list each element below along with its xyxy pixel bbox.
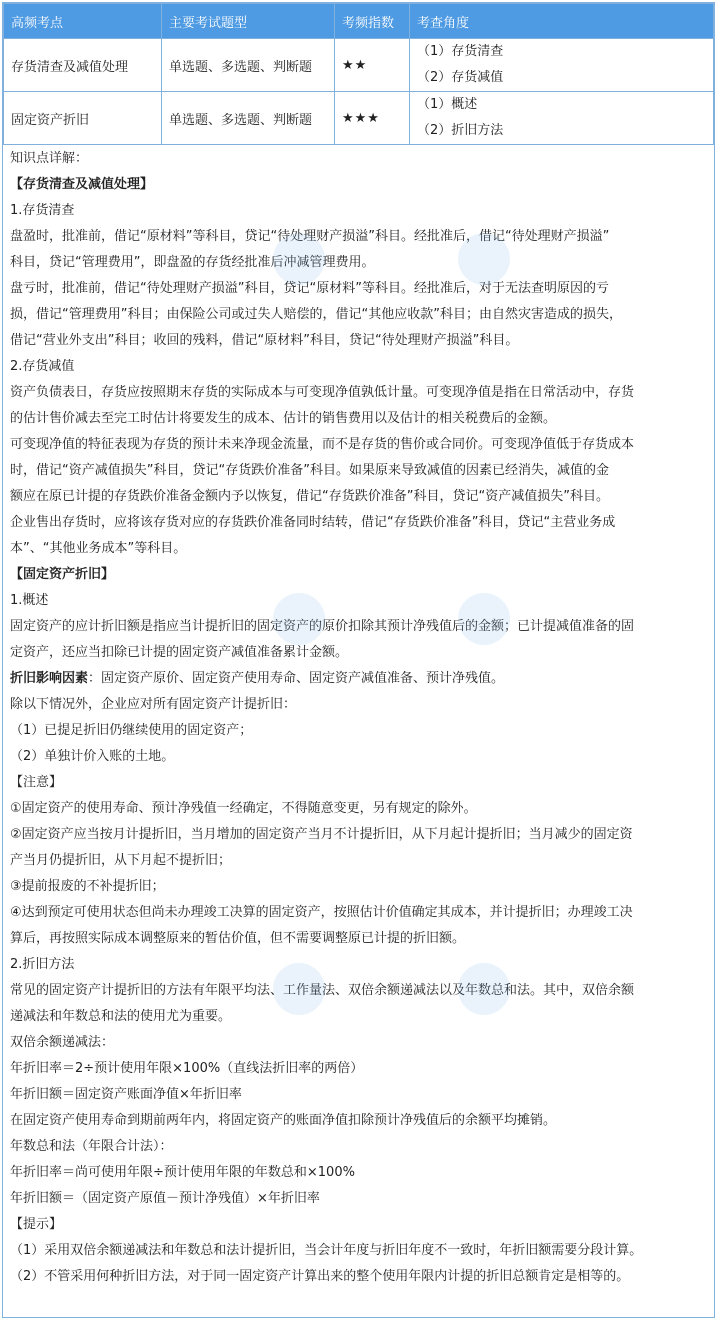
text-line: 常见的固定资产计提折旧的方法有年限平均法、工作量法、双倍余额递减法以及年数总和法。其中，双倍余额	[10, 983, 635, 998]
text-line: 可变现净值的特征表现为存货的预计未来净现金流量，而不是存货的售价或合同价。可变现净值低于存货成本	[10, 437, 635, 452]
text-line: 企业售出存货时，应将该存货对应的存货跌价准备同时结转，借记“存货跌价准备”科目，贷记“主营业务成	[10, 515, 616, 530]
table-header-row	[4, 4, 714, 39]
text-line: 1.概述	[10, 593, 49, 608]
text-line: 盘亏时，批准前，借记“待处理财产损溢”科目，贷记“原材料”等科目。经批准后，对于无法查明原因的亏	[10, 281, 609, 296]
header-question-types: 主要考试题型	[162, 4, 335, 39]
angle-line: （1）概述	[417, 97, 478, 112]
header-angle: 考查角度	[410, 4, 714, 39]
table-row	[4, 39, 714, 92]
text-line: 定资产，还应当扣除已计提的固定资产减值准备累计金额。	[10, 645, 349, 660]
text-line: 除以下情况外，企业应对所有固定资产计提折旧：	[10, 697, 297, 712]
text-line: （2）不管采用何种折旧方法，对于同一固定资产计算出来的整个使用年限内计提的折旧总额肯定是相等的。	[10, 1269, 630, 1284]
knowledge-detail-body	[3, 145, 714, 1290]
text-line: ①固定资产的使用寿命、预计净残值一经确定，不得随意变更，另有规定的除外。	[10, 801, 477, 816]
text-line: 【注意】	[10, 775, 63, 790]
angle-line: （2）折旧方法	[417, 123, 504, 138]
cell-angle	[410, 39, 714, 92]
text-line: 年折旧率＝2÷预计使用年限×100%（直线法折旧率的两倍）	[10, 1061, 364, 1076]
text-line: 2.折旧方法	[10, 957, 75, 972]
text-line: 盘盈时，批准前，借记“原材料”等科目，贷记“待处理财产损溢”科目。经批准后，借记“待处理财产损溢”	[10, 229, 610, 244]
text-line: 双倍余额递减法：	[10, 1035, 115, 1050]
text-line: 年折旧额＝（固定资产原值－预计净残值）×年折旧率	[10, 1191, 320, 1206]
text-line: 2.存货减值	[10, 359, 75, 374]
header-frequency: 考频指数	[335, 4, 410, 39]
text-line: 科目，贷记“管理费用”，即盘盈的存货经批准后冲减管理费用。	[10, 255, 375, 270]
text-line: ④达到预定可使用状态但尚未办理竣工决算的固定资产，按照估计价值确定其成本，并计提折旧；办理竣工决	[10, 905, 633, 920]
text-line: ②固定资产应当按月计提折旧，当月增加的固定资产当月不计提折旧，从下月起计提折旧；当月减少的固定资	[10, 827, 633, 842]
text-line: 知识点详解：	[10, 151, 89, 166]
bold-term: 折旧影响因素	[10, 671, 89, 686]
header-topic: 高频考点	[4, 4, 162, 39]
cell-topic: 固定资产折旧	[4, 92, 162, 145]
text-line: 在固定资产使用寿命到期前两年内，将固定资产的账面净值扣除预计净残值后的余额平均摊销。	[10, 1113, 557, 1128]
exam-points-table	[3, 3, 714, 145]
text-line: 额应在原已计提的存货跌价准备金额内予以恢复，借记“存货跌价准备”科目，贷记“资产减值损失”科目。	[10, 489, 609, 504]
text-line: 时，借记“资产减值损失”科目，贷记“存货跌价准备”科目。如果原来导致减值的因素已经消失，减值的金	[10, 463, 609, 478]
text-line: 1.存货清查	[10, 203, 75, 218]
angle-line: （1）存货清查	[417, 44, 504, 59]
text-line: 资产负债表日，存货应按照期末存货的实际成本与可变现净值孰低计量。可变现净值是指在日常活动中，存货	[10, 385, 635, 400]
document-frame	[2, 2, 715, 1318]
text-line: 【提示】	[10, 1217, 63, 1232]
text-line: 年数总和法（年限合计法）：	[10, 1139, 173, 1154]
cell-stars: ★★★	[335, 92, 410, 145]
text-line: （2）单独计价入账的土地。	[10, 749, 175, 764]
text-line: 固定资产的应计折旧额是指应当计提折旧的固定资产的原价扣除其预计净残值后的金额；已计提减值准备的固	[10, 619, 635, 634]
text-line: 【存货清查及减值处理】	[10, 177, 154, 192]
text-line: 年折旧额＝固定资产账面净值×年折旧率	[10, 1087, 242, 1102]
table-row	[4, 92, 714, 145]
text-line: （1）已提足折旧仍继续使用的固定资产；	[10, 723, 253, 738]
text-line: 递减法和年数总和法的使用尤为重要。	[10, 1009, 232, 1024]
text-line: 折旧影响因素：固定资产原价、固定资产使用寿命、固定资产减值准备、预计净残值。	[10, 671, 505, 686]
text-line: （1）采用双倍余额递减法和年数总和法计提折旧，当会计年度与折旧年度不一致时，年折旧额需要分段计算。	[10, 1243, 643, 1258]
cell-question-types: 单选题、多选题、判断题	[162, 92, 335, 145]
text-line: 算后，再按照实际成本调整原来的暂估价值，但不需要调整原已计提的折旧额。	[10, 931, 466, 946]
cell-stars: ★★	[335, 39, 410, 92]
cell-angle	[410, 92, 714, 145]
angle-line: （2）存货减值	[417, 70, 504, 85]
text-line: 的估计售价减去至完工时估计将要发生的成本、估计的销售费用以及估计的相关税费后的金额。	[10, 411, 557, 426]
text-line: 【固定资产折旧】	[10, 567, 115, 582]
text-line: 产当月仍提折旧，从下月起不提折旧；	[10, 853, 232, 868]
text-line: 年折旧率＝尚可使用年限÷预计使用年限的年数总和×100%	[10, 1165, 355, 1180]
text-line: 借记“营业外支出”科目；收回的残料，借记“原材料”科目，贷记“待处理财产损溢”科目。	[10, 333, 519, 348]
text-line: 本”、“其他业务成本”等科目。	[10, 541, 187, 556]
text-line: ③提前报废的不补提折旧；	[10, 879, 165, 894]
cell-question-types: 单选题、多选题、判断题	[162, 39, 335, 92]
cell-topic: 存货清查及减值处理	[4, 39, 162, 92]
text-line: 损，借记“管理费用”科目；由保险公司或过失人赔偿的，借记“其他应收款”科目；由自然灾害造成的损失，	[10, 307, 622, 322]
